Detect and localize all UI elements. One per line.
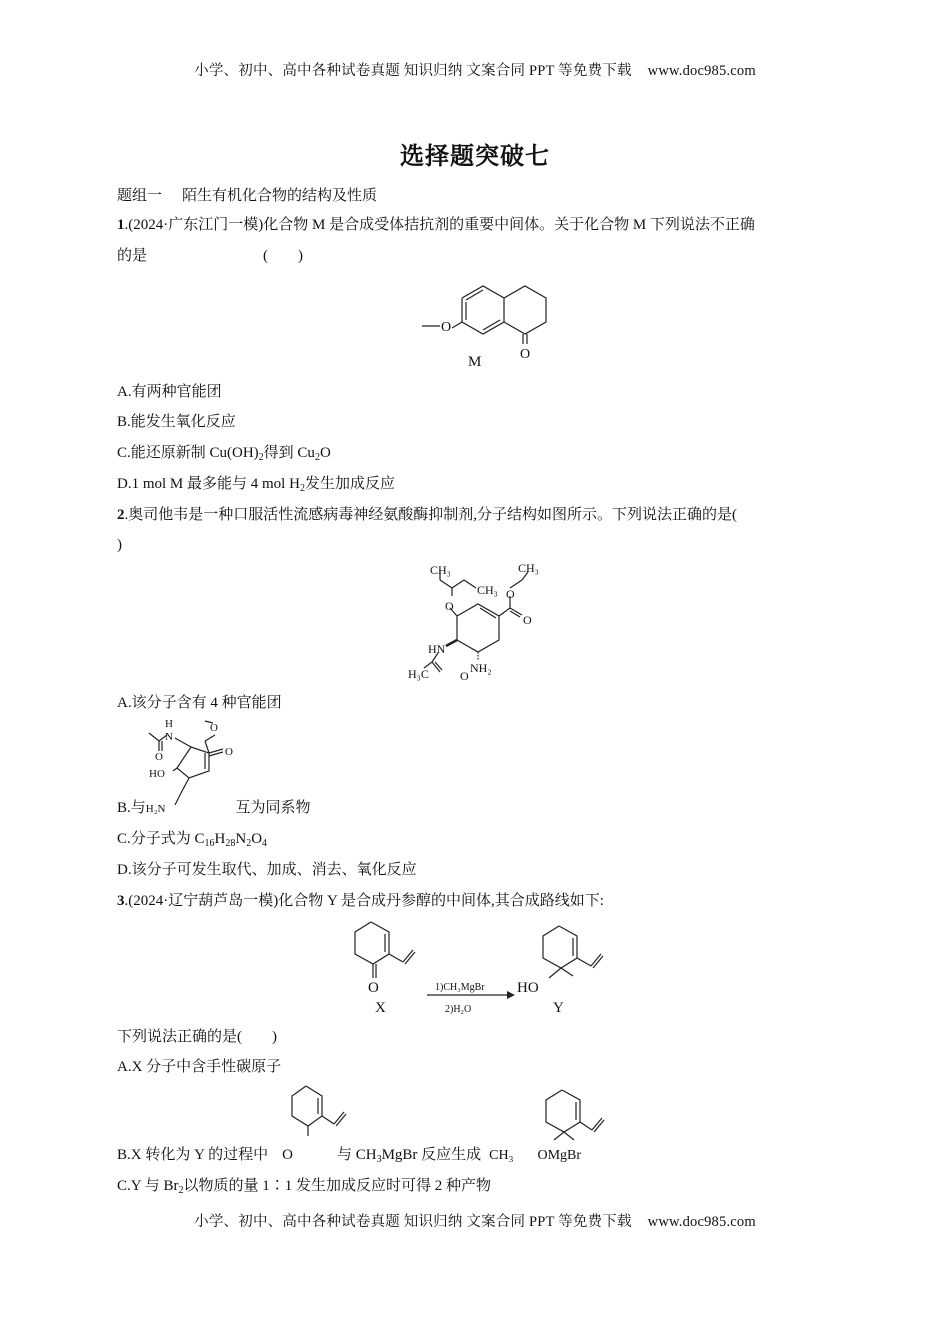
svg-text:H₃C: H₃C bbox=[408, 667, 429, 681]
svg-text:HO: HO bbox=[149, 768, 165, 780]
footer-text: 小学、初中、高中各种试卷真题 知识归纳 文案合同 PPT 等免费下载 bbox=[194, 1214, 632, 1230]
question-1-option-d[interactable]: D.1 mol M 最多能与 4 mol $H_2$发生加成反应 bbox=[117, 476, 395, 494]
svg-text:O: O bbox=[445, 599, 454, 613]
svg-text:NH₂: NH₂ bbox=[470, 661, 492, 675]
question-1-option-a[interactable]: A.有两种官能团 bbox=[117, 384, 222, 400]
header-url-link[interactable]: www.doc985.com bbox=[647, 63, 756, 79]
svg-text:O: O bbox=[506, 587, 515, 601]
option-b-product-structure bbox=[522, 1088, 622, 1148]
svg-text:O: O bbox=[460, 669, 469, 683]
svg-text:HN: HN bbox=[428, 642, 446, 656]
question-2-stem bbox=[117, 505, 737, 525]
atom-o: O bbox=[441, 320, 452, 335]
svg-text:H: H bbox=[165, 718, 173, 730]
question-1-stem-cont bbox=[117, 246, 303, 266]
question-1-option-b[interactable]: B.能发生氧化反应 bbox=[117, 414, 236, 430]
footer-url-link[interactable]: www.doc985.com bbox=[647, 1214, 756, 1230]
svg-text:O: O bbox=[368, 980, 379, 996]
svg-text:N: N bbox=[165, 731, 173, 743]
question-1-text-cont: 的是 bbox=[117, 248, 148, 264]
answer-blank[interactable]: ( ) bbox=[263, 248, 304, 264]
svg-text:HO: HO bbox=[517, 980, 539, 996]
molecule-m-figure bbox=[410, 276, 560, 376]
page-title: 选择题突破七 bbox=[400, 142, 550, 170]
molecule-m-label: M bbox=[468, 354, 482, 370]
question-1-number: 1 bbox=[117, 217, 125, 233]
question-2-text: .奥司他韦是一种口服活性流感病毒神经氨酸酶抑制剂,分子结构如图所示。下列说法正确的是( bbox=[124, 507, 737, 523]
svg-text:2)H₂O: 2)H₂O bbox=[445, 1004, 472, 1015]
page-header bbox=[0, 59, 950, 80]
question-3-number: 3 bbox=[117, 893, 125, 909]
header-text: 小学、初中、高中各种试卷真题 知识归纳 文案合同 PPT 等免费下载 bbox=[194, 63, 632, 79]
question-2-option-b[interactable]: B.与H₂N 互为同系物 bbox=[117, 800, 311, 816]
question-2-stem-cont: ) bbox=[117, 537, 122, 553]
svg-text:CH₃: CH₃ bbox=[518, 561, 539, 575]
svg-text:CH₃: CH₃ bbox=[430, 563, 451, 577]
svg-text:O: O bbox=[155, 751, 163, 763]
page-footer bbox=[0, 1210, 950, 1231]
reaction-scheme-diagram bbox=[335, 918, 625, 1018]
question-3-option-a[interactable]: A.X 分子中含手性碳原子 bbox=[117, 1059, 282, 1075]
question-1-text: .(2024·广东江门一模)化合物 M 是合成受体拮抗剂的重要中间体。关于化合物 M 下列说法不正确 bbox=[124, 217, 755, 233]
question-2-option-d[interactable]: D.该分子可发生取代、加成、消去、氧化反应 bbox=[117, 862, 417, 878]
question-2-option-c[interactable]: C.分子式为 $C_{16}H_{28}N_2O_4$ bbox=[117, 831, 268, 849]
question-2-number: 2 bbox=[117, 507, 125, 523]
svg-text:O: O bbox=[523, 613, 532, 627]
section-topic: 陌生有机化合物的结构及性质 bbox=[182, 188, 378, 204]
question-3-option-c[interactable]: C.Y 与 $Br_2$以物质的量 1∶1 发生加成反应时可得 2 种产物 bbox=[117, 1178, 492, 1196]
oseltamivir-structure bbox=[400, 558, 560, 683]
molecule-m-structure bbox=[410, 276, 560, 376]
compound-x-label: X bbox=[375, 1000, 386, 1016]
atom-o: O bbox=[520, 347, 531, 362]
svg-text:O: O bbox=[210, 722, 218, 734]
svg-text:O: O bbox=[225, 746, 233, 758]
option-b-x-structure bbox=[278, 1084, 358, 1144]
question-2-option-a[interactable]: A.该分子含有 4 种官能团 bbox=[117, 695, 282, 711]
question-1-stem bbox=[117, 215, 755, 235]
svg-text:1)CH₃MgBr: 1)CH₃MgBr bbox=[435, 982, 485, 993]
oseltamivir-figure bbox=[400, 558, 560, 683]
question-3-stem-2: 下列说法正确的是( ) bbox=[117, 1029, 277, 1045]
question-1-option-c[interactable]: C.能还原新制 $Cu(OH)_2$得到 $Cu_2O$ bbox=[117, 445, 331, 463]
question-3-option-b[interactable]: B.X 转化为 Y 的过程中 O 与 $CH_3MgBr$ 反应生成 CH₃ OMgBr bbox=[117, 1147, 582, 1165]
synthesis-scheme bbox=[335, 918, 625, 1018]
section-label: 题组一 bbox=[117, 188, 163, 204]
question-3-text: .(2024·辽宁葫芦岛一模)化合物 Y 是合成丹参醇的中间体,其合成路线如下: bbox=[124, 893, 604, 909]
question-3-stem bbox=[117, 891, 604, 911]
section-heading bbox=[117, 186, 377, 206]
svg-text:CH₃: CH₃ bbox=[477, 583, 498, 597]
compound-y-label: Y bbox=[553, 1000, 564, 1016]
